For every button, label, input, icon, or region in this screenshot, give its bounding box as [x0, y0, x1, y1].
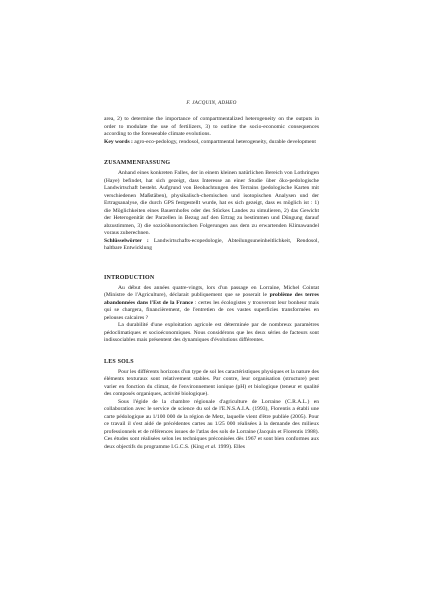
- introduction-paragraph-1: [104, 285, 319, 323]
- abstract-keywords: [104, 139, 319, 147]
- zusammenfassung-text: Anhand eines konkreten Falles, der in einem kleinen natürlichen Bereich von Lothringen (Haye) befindet, hat sich gezeigt, dass Interesse an einer Studie über öko-pedologische Landwirtschaft besteht. Aufgrund von Beobachtungen des Terrains (pedologische Karten mit verschiedenen Maßstäben), physikalisch-chemischen und isotopischen Analysen und der Ertragsanalyse, die durch GPS festgestellt wurde, hat es sich gezeigt, dass es möglich ist : 1) die Möglichkeiten eines Bauernhofes oder des Stückes Landes zu simulieren, 2) das Gewicht der Heterogenität der Parzellen in Bezug auf den Ertrag zu bestimmen und Düngung darauf abzustimmen, 3) die sozioökonomischen Folgerungen aus dem zu erwartenden Klimawandel voraus zuberechnen.: [104, 170, 319, 236]
- les-sols-heading: LES SOLS: [104, 358, 134, 365]
- intro-p1-after: : certes les écologistes y trouveront leur bonheur mais qui se chargera, financièrement, de l'entretien de ces vastes superficies transformées en pelouses calcaires ?: [104, 299, 319, 321]
- intro-p1-before: Au début des années quatre-vingts, lors d'un passage en Lorraine, Michel Cointat (Ministre de l'Agriculture), déclarait publiquement que se poserait le: [104, 284, 319, 298]
- introduction-heading: INTRODUCTION: [104, 274, 155, 281]
- les-sols-p2-italic: et al.: [205, 443, 217, 450]
- keywords-list: agro-eco-pedology, rendosol, compartmental heterogeneity, durable development: [132, 138, 316, 145]
- les-sols-p2-after: 1999). Elles: [216, 443, 245, 450]
- abstract-english-body: area, 2) to determine the importance of compartmentalized heterogeneity on the outputs in order to modulate the use of fertilizers, 3) to outline the socio-economic consequences according to the foreseeable climate evolutions.: [104, 116, 319, 137]
- intro-p1-bold: problème des terres abandonnées dans l'Est de la France: [104, 292, 319, 306]
- les-sols-paragraph-2: [104, 399, 319, 452]
- les-sols-p2-before: Sous l'égide de la chambre régionale d'agriculture de Lorraine (C.R.A.L.) en collaboration avec le service de science du sol de l'E.N.S.A.I.A. (1993), Florentis a établi une carte pédologique au 1/100 000 de la région de Metz, laquelle vient d'être publiée (2005). Pour ce travail il s'est aidé de précédentes cartes au 1/25 000 réalisées à la demande des milieux professionnels et de références issues de l'atlas des sols de Lorraine (Jacquin et Florentis 1988). Ces études sont réalisées selon les techniques préconisées dès 1967 et sont bien conformes aux deux objectifs du programme I.G.C.S. (King: [104, 398, 319, 450]
- keywords-label: Key words :: [104, 138, 133, 145]
- schluesselwoerter-list: Landwirtschafts-ecopedologie, Abteilungsuneinheitlichkeit, Rendosol, haltbare Entwicklung: [104, 237, 319, 251]
- zusammenfassung-heading: ZUSAMMENFASSUNG: [104, 160, 171, 166]
- schluesselwoerter-label: Schlüsselwörter :: [104, 237, 149, 244]
- abstract-english-text: [104, 116, 319, 139]
- introduction-paragraph-2: La durabilité d'une exploitation agricole est déterminée par de nombreux paramètres pédoclimatiques et socioéconomiques. Nous considérons que les deux séries de facteurs sont indissociables mais présentent des dynamiques d'évolutions différentes.: [104, 322, 319, 343]
- les-sols-paragraph-1: Pour les différents horizons d'un type de sol les caractéristiques physiques et la nature des éléments texturaux sont relativement stables. Par contre, leur organisation (structure) peut varier en fonction du climat, de l'environnement ionique (pH) et biologique (teneur et qualité des composés organiques, activité biologique).: [104, 368, 319, 397]
- running-head: F. JACQUIN, ADHEO: [186, 100, 237, 106]
- zusammenfassung-keywords: [104, 238, 319, 253]
